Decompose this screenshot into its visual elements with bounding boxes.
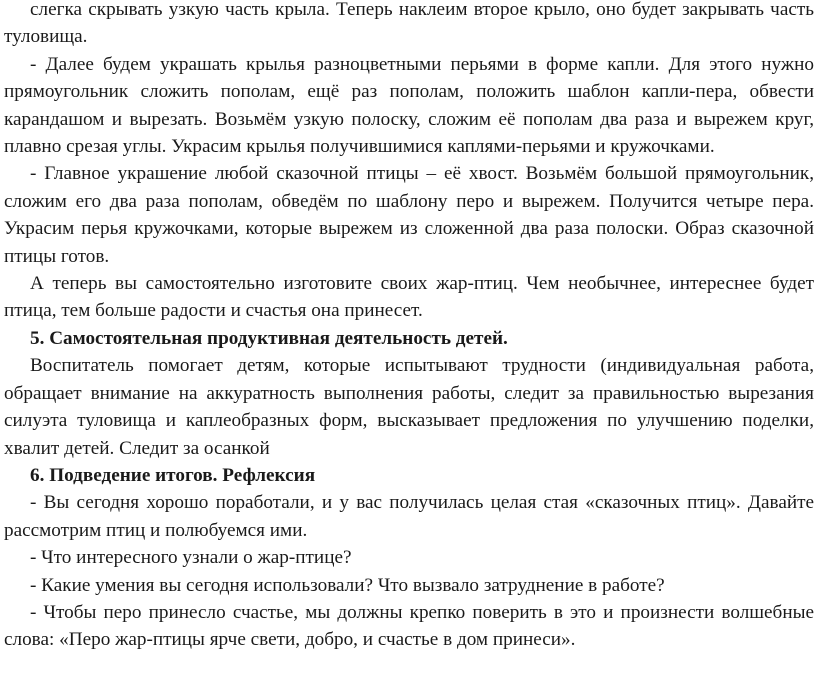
paragraph-own-firebirds: А теперь вы самостоятельно изготовите своих жар-птиц. Чем необычнее, интереснее будет птица, тем больше радости и счастья она принесет.	[4, 273, 814, 322]
section-heading-5: 5. Самостоятельная продуктивная деятельность детей.	[30, 327, 508, 349]
paragraph-question-1: - Что интересного узнали о жар-птице?	[30, 547, 352, 569]
paragraph-wing-feathers: - Далее будем украшать крылья разноцветными перьями в форме капли. Для этого нужно прямоугольник сложить пополам, ещё раз пополам, положить шаблон капли-пера, обвести карандашом и вырезать. Возьмём узкую полоску, сложим её пополам два раза и вырежем круг, плавно срезая углы. Украсим крылья получившимися каплями-перьями и кружочками.	[4, 53, 814, 158]
document-page	[4, 0, 814, 654]
paragraph-wing-continuation: слегка скрывать узкую часть крыла. Теперь наклеим второе крыло, оно будет закрывать часть туловища.	[4, 0, 814, 48]
paragraph-summary: - Вы сегодня хорошо поработали, и у вас получилась целая стая «сказочных птиц». Давайте рассмотрим птиц и полюбуемся ими.	[4, 492, 814, 541]
paragraph-magic-words: - Чтобы перо принесло счастье, мы должны крепко поверить в это и произнести волшебные слова: «Перо жар-птицы ярче свети, добро, и счастье в дом принеси».	[4, 601, 814, 651]
paragraph-teacher-help: Воспитатель помогает детям, которые испытывают трудности (индивидуальная работа, обращает внимание на аккуратность выполнения работы, следит за правильностью вырезания силуэта туловища и каплеобразных форм, высказывает предложения по улучшению поделки, хвалит детей. Следит за осанкой	[4, 355, 814, 459]
paragraph-question-2: - Какие умения вы сегодня использовали? Что вызвало затруднение в работе?	[30, 574, 665, 596]
paragraph-tail: - Главное украшение любой сказочной птицы – её хвост. Возьмём большой прямоугольник, сложим его два раза пополам, обведём по шаблону перо и вырежем. Получится четыре пера. Украсим перья кружочками, которые вырежем из сложенной два раза полоски. Образ сказочной птицы готов.	[4, 163, 814, 267]
section-heading-6: 6. Подведение итогов. Рефлексия	[30, 464, 316, 486]
